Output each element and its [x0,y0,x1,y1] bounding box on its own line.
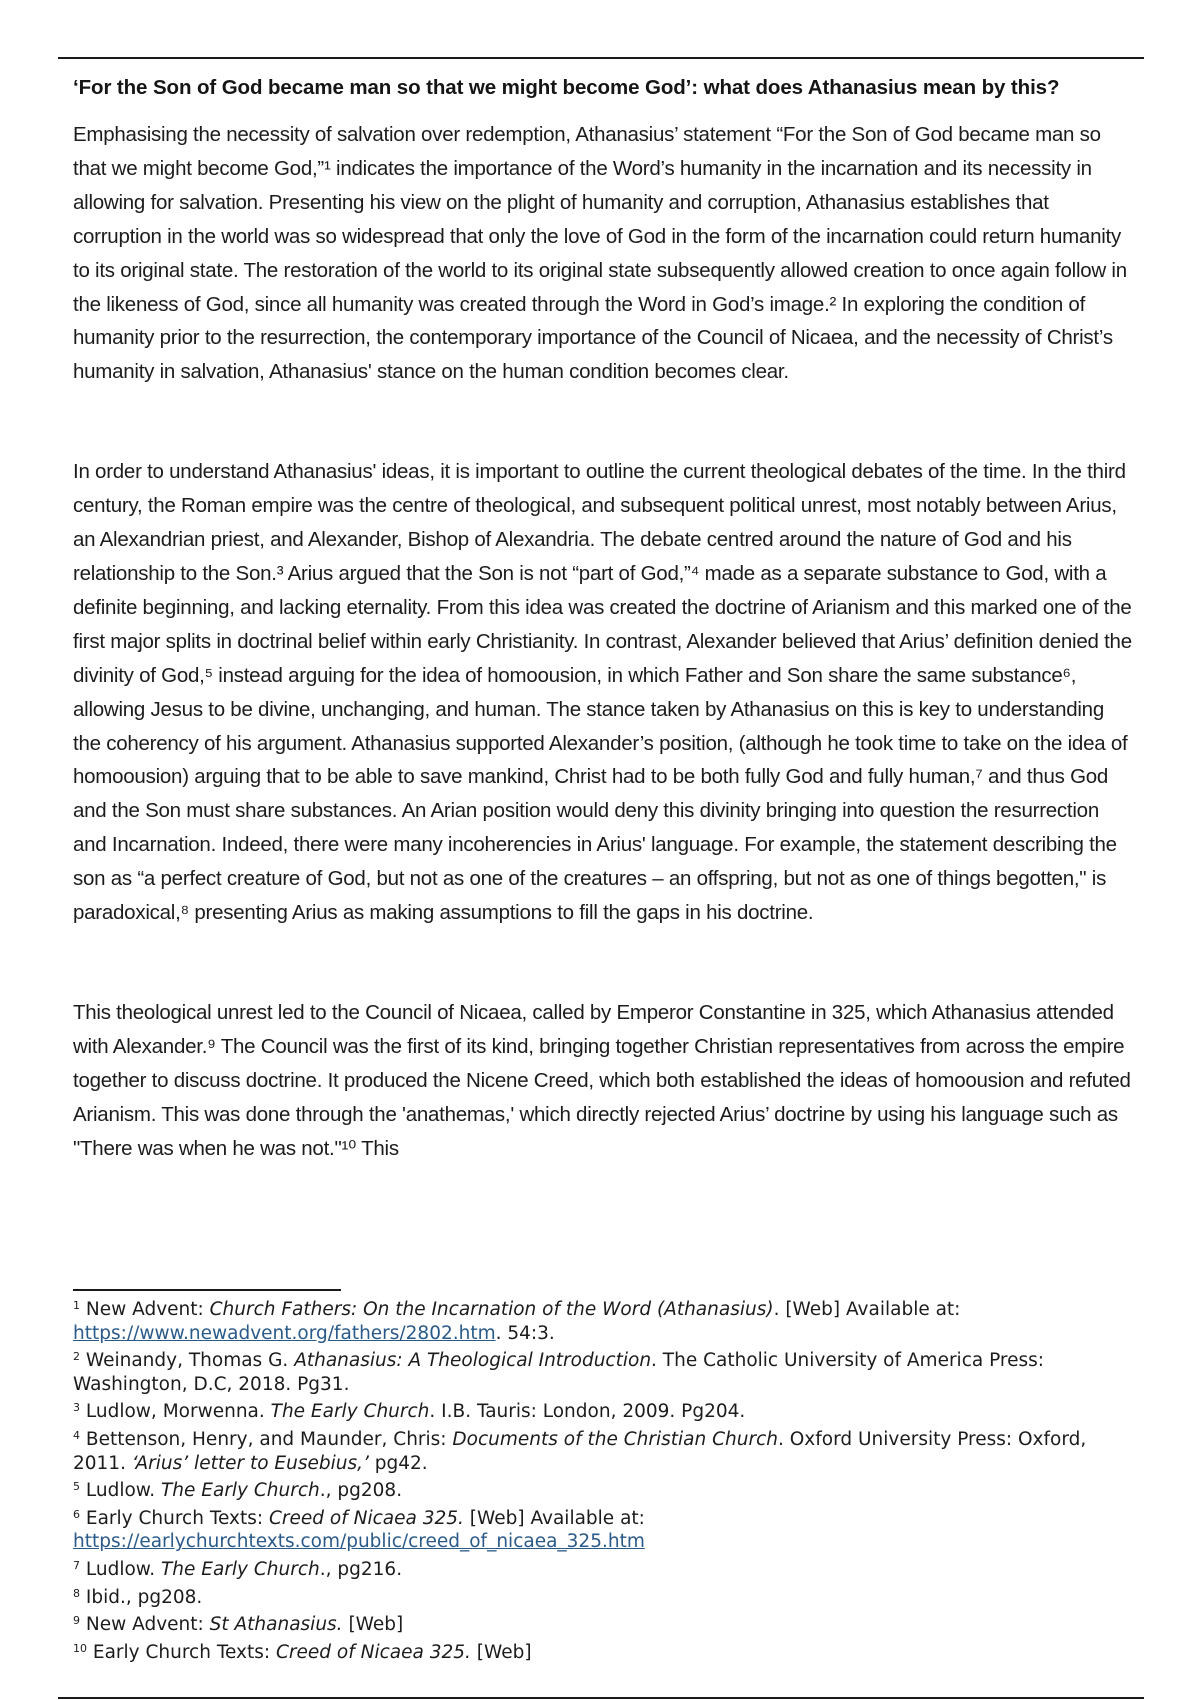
footnotes [73,1294,1143,1664]
footnote-7: $^7$ Ludlow. The Early Church., pg216. [73,1558,403,1580]
top-rule [58,57,1144,59]
footnote-5: $^5$ Ludlow. The Early Church., pg208. [73,1480,403,1502]
paragraph-1 [73,118,1133,389]
footnote-3: $^3$ Ludlow, Morwenna. The Early Church. I.B. Tauris: London, 2009. Pg204. [73,1401,746,1423]
paragraph-2 [73,455,1133,930]
footnote-10: $^{10}$ Early Church Texts: Creed of Nicaea 325. [Web] [73,1641,532,1663]
paragraph-3-text: This theological unrest led to the Council of Nicaea, called by Emperor Constantine in 325, which Athanasius attended with Alexander.⁹ The Council was the first of its kind, bringing together Christian representatives from across the empire together to discuss doctrine. It produced the Nicene Creed, which both established the ideas of homoousion and refuted Arianism. This was done through the 'anathemas,' which directly rejected Arius’ doctrine by using his language such as "There was when he was not."¹⁰ This [73,1000,1131,1160]
paragraph-1-text: Emphasising the necessity of salvation over redemption, Athanasius’ statement “For the Son of God became man so that we might become God,”¹ indicates the importance of the Word’s humanity in the incarnation and its necessity in allowing for salvation. Presenting his view on the plight of humanity and corruption, Athanasius establishes that corruption in the world was so widespread that only the love of God in the form of the incarnation could return humanity to its original state. The restoration of the world to its original state subsequently allowed creation to once again follow in the likeness of God, since all humanity was created through the Word in God’s image.² In exploring the condition of humanity prior to the resurrection, the contemporary importance of the Council of Nicaea, and the necessity of Christ’s humanity in salvation, Athanasius' stance on the human condition becomes clear. [73,123,1127,384]
footnote-separator [73,1289,341,1291]
footnote-9: $^9$ New Advent: St Athanasius. [Web] [73,1614,404,1636]
footnote-6-link[interactable]: https://earlychurchtexts.com/public/creed_of_nicaea_325.htm [73,1531,645,1553]
footnote-6: $^6$ Early Church Texts: Creed of Nicaea 325. [Web] Available at: https://earlychurchtexts.com/public/creed_of_nicaea_325.htm [73,1507,645,1553]
essay-title: ‘For the Son of God became man so that we might become God’: what does Athanasius mean by this? [73,76,1060,99]
footnote-4: $^4$ Bettenson, Henry, and Maunder, Chris: Documents of the Christian Church. Oxford University Press: Oxford, 2011. ‘Arius’ letter to Eusebius,’ pg42. [73,1428,1087,1474]
bottom-rule [58,1697,1144,1699]
paragraph-3 [73,996,1133,1166]
document-page [73,72,1133,1165]
footnote-8: $^8$ Ibid., pg208. [73,1586,203,1608]
paragraph-2-text: In order to understand Athanasius' ideas, it is important to outline the current theological debates of the time. In the third century, the Roman empire was the centre of theological, and subsequent political unrest, most notably between Arius, an Alexandrian priest, and Alexander, Bishop of Alexandria. The debate centred around the nature of God and his relationship to the Son.³ Arius argued that the Son is not “part of God,”⁴ made as a separate substance to God, with a definite beginning, and lacking eternality. From this idea was created the doctrine of Arianism and this marked one of the first major splits in doctrinal belief within early Christianity. In contrast, Alexander believed that Arius’ definition denied the divinity of God,⁵ instead arguing for the idea of homoousion, in which Father and Son share the same substance⁶, allowing Jesus to be divine, unchanging, and human. The stance taken by Athanasius on this is key to understanding the coherency of his argument. Athanasius supported Alexander’s position, (although he took time to take on the idea of homoousion) arguing that to be able to save mankind, Christ had to be both fully God and fully human,⁷ and thus God and the Son must share substances. An Arian position would deny this divinity bringing into question the resurrection and Incarnation. Indeed, there were many incoherencies in Arius' language. For example, the statement describing the son as “a perfect creature of God, but not as one of the creatures – an offspring, but not as one of things begotten," is paradoxical,⁸ presenting Arius as making assumptions to fill the gaps in his doctrine. [73,460,1132,925]
footnote-1-link[interactable]: https://www.newadvent.org/fathers/2802.htm [73,1322,496,1344]
footnote-2: $^2$ Weinandy, Thomas G. Athanasius: A Theological Introduction. The Catholic University of America Press: Washington, D.C, 2018. Pg31. [73,1350,1045,1395]
footnote-1: $^1$ New Advent: Church Fathers: On the Incarnation of the Word (Athanasius). [Web] Available at: https://www.newadvent.org/fathers/2802.htm. 54:3. [73,1299,961,1344]
